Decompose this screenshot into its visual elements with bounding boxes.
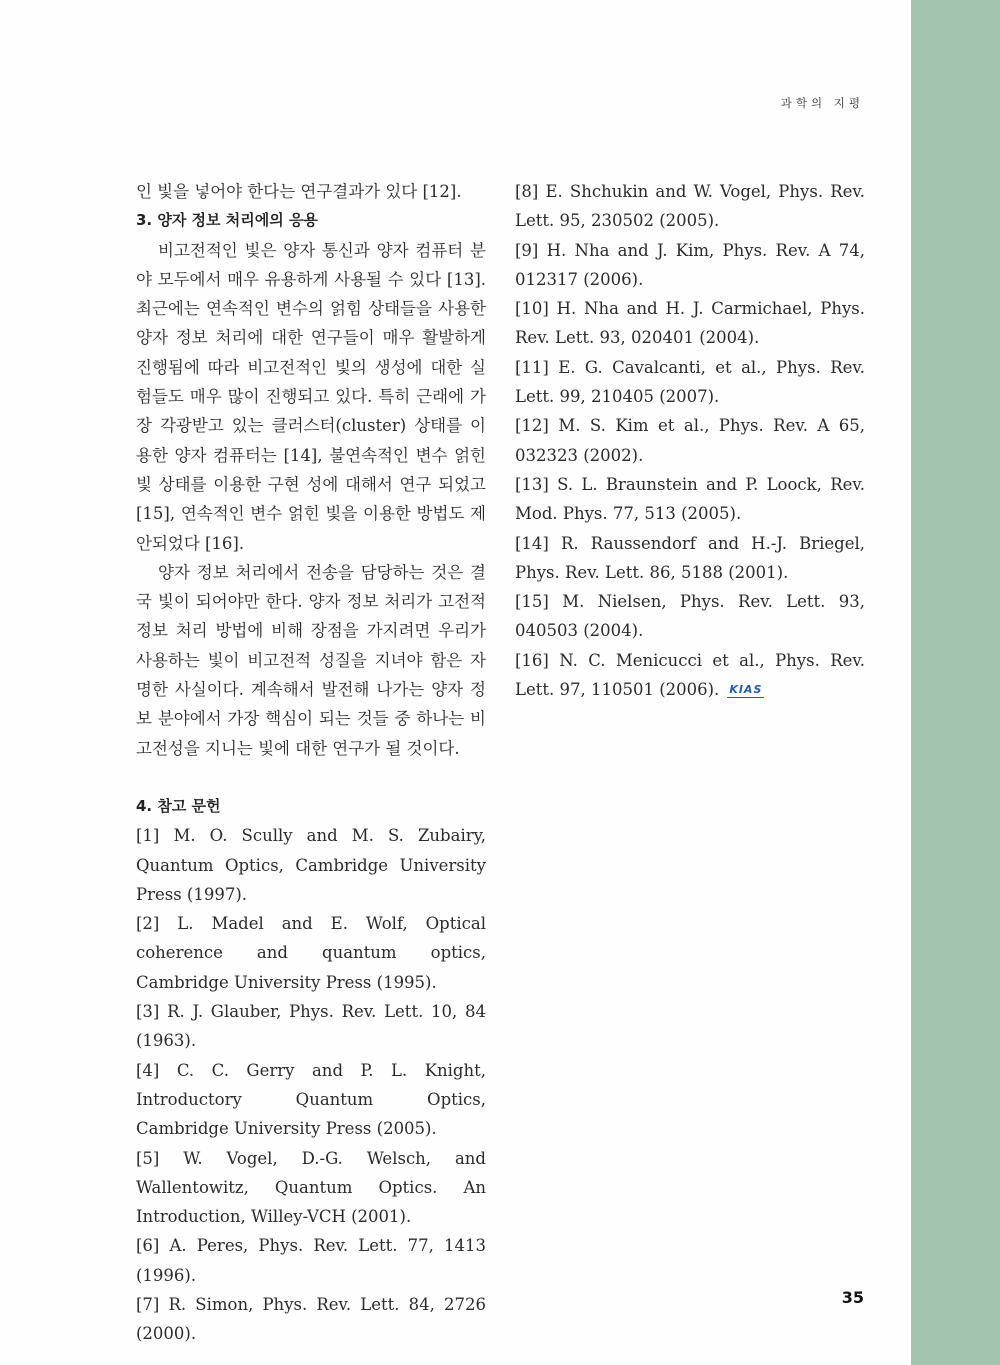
reference-item: [3] R. J. Glauber, Phys. Rev. Lett. 10, 84 (1963). — [136, 1002, 486, 1051]
reference-text: [16] N. C. Menicucci et al., Phys. Rev. Lett. 97, 110501 (2006). — [515, 650, 865, 700]
reference-item-last — [515, 646, 865, 705]
reference-item: [14] R. Raussendorf and H.-J. Briegel, Phys. Rev. Lett. 86, 5188 (2001). — [515, 533, 865, 582]
reference-item: [4] C. C. Gerry and P. L. Knight, Introductory Quantum Optics, Cambridge University Press (2005). — [136, 1060, 486, 1139]
section-3-paragraph-1: 비고전적인 빛은 양자 통신과 양자 컴퓨터 분야 모두에서 매우 유용하게 사용될 수 있다 [13]. 최근에는 연속적인 변수의 얽힘 상태들을 사용한 양자 정보 처리에 대한 연구들이 매우 활발하게 진행됨에 따라 비고전적인 빛의 생성에 대한 실험들도 매우 많이 진행되고 있다. 특히 근래에 가장 각광받고 있는 클러스터(cluster) 상태를 이용한 양자 컴퓨터는 [14], 불연속적인 변수 얽힌 빛 상태를 이용한 구현 성에 대해서 연구 되었고[15], 연속적인 변수 얽힌 빛을 이용한 방법도 제안되었다 [16]. — [136, 240, 486, 553]
reference-item: [11] E. G. Cavalcanti, et al., Phys. Rev. Lett. 99, 210405 (2007). — [515, 357, 865, 407]
reference-item: [13] S. L. Braunstein and P. Loock, Rev. Mod. Phys. 77, 513 (2005). — [515, 474, 865, 524]
reference-item: [10] H. Nha and H. J. Carmichael, Phys. Rev. Lett. 93, 020401 (2004). — [515, 299, 865, 348]
reference-item: [9] H. Nha and J. Kim, Phys. Rev. A 74, 012317 (2006). — [515, 240, 865, 289]
reference-item: [7] R. Simon, Phys. Rev. Lett. 84, 2726 (2000). — [136, 1294, 486, 1344]
reference-item: [5] W. Vogel, D.-G. Welsch, and Wallentowitz, Quantum Optics. An Introduction, Willey-VCH (2001). — [136, 1148, 486, 1227]
section-spacer — [136, 763, 486, 792]
section-3-paragraph-2: 양자 정보 처리에서 전송을 담당하는 것은 결국 빛이 되어야만 한다. 양자 정보 처리가 고전적 정보 처리 방법에 비해 장점을 가지려면 우리가 사용하는 빛이 비고전적 성질을 지녀야 함은 자명한 사실이다. 계속해서 발전해 나가는 양자 정보 분야에서 가장 핵심이 되는 것들 중 하나는 비고전성을 지니는 빛에 대한 연구가 될 것이다. — [136, 562, 486, 758]
reference-item: [12] M. S. Kim et al., Phys. Rev. A 65, 032323 (2002). — [515, 416, 865, 465]
reference-item: [8] E. Shchukin and W. Vogel, Phys. Rev. Lett. 95, 230502 (2005). — [515, 182, 865, 231]
reference-item: [6] A. Peres, Phys. Rev. Lett. 77, 1413 (1996). — [136, 1236, 486, 1285]
reference-item: [2] L. Madel and E. Wolf, Optical coherence and quantum optics, Cambridge University Press (1995). — [136, 914, 486, 992]
section-4-heading: 4. 참고 문헌 — [136, 796, 221, 815]
reference-item: [15] M. Nielsen, Phys. Rev. Lett. 93, 040503 (2004). — [515, 592, 865, 641]
section-3-heading: 3. 양자 정보 처리에의 응용 — [136, 211, 318, 230]
running-title: 과학의 지평 — [780, 96, 864, 110]
kias-logo-icon: KIAS — [729, 682, 763, 696]
page-number: 35 — [841, 1288, 864, 1307]
left-column — [136, 177, 486, 1349]
reference-item: [1] M. O. Scully and M. S. Zubairy, Quantum Optics, Cambridge University Press (1997). — [136, 826, 486, 904]
continued-paragraph: 인 빛을 넣어야 한다는 연구결과가 있다 [12]. — [136, 182, 462, 201]
side-color-band — [911, 0, 1000, 1365]
right-column — [515, 177, 865, 704]
